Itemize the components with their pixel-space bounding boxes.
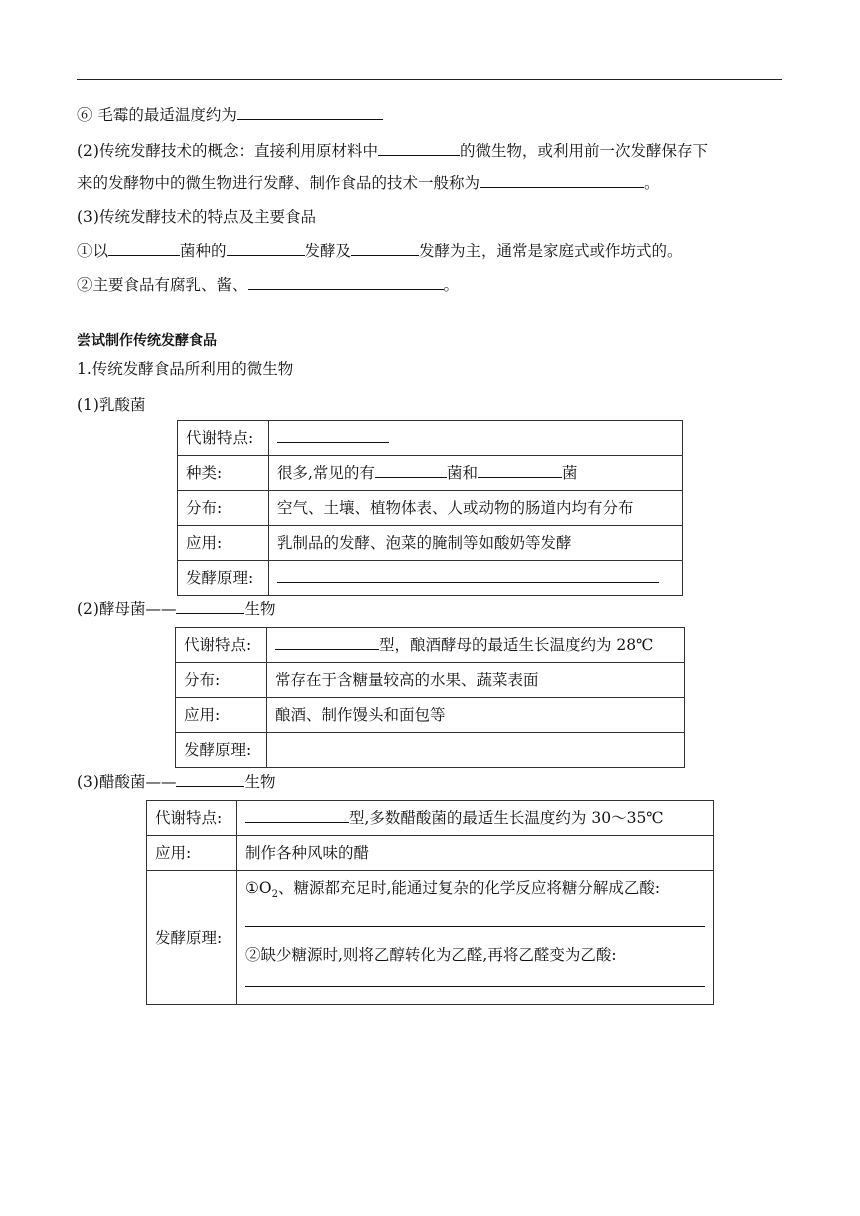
blank-field[interactable] [378,140,460,156]
concept-text-c: 来的发酵物中的微生物进行发酵、制作食品的技术一般称为 [77,174,481,192]
blank-field[interactable] [245,906,705,927]
principle-2: ②缺少糖源时,则将乙醇转化为乙醛,再将乙醛变为乙酸: [245,946,617,965]
row-label: 发酵原理: [176,733,267,768]
row-label: 种类: [178,456,269,491]
blank-field[interactable] [375,462,447,478]
concept-text-b: 的微生物，或利用前一次发酵保存下 [459,142,708,160]
table-row [176,698,685,733]
text: 菌 [561,464,578,482]
blank-field[interactable] [351,240,419,256]
blank-field[interactable] [480,172,644,188]
concept-text-a: (2)传统发酵技术的概念：直接利用原材料中 [77,142,378,160]
lactic-title-text: (1)乳酸菌 [77,396,146,414]
blank-field[interactable] [237,104,383,120]
table-row [178,561,683,596]
row-label: 应用: [147,836,237,871]
blank-field[interactable] [248,274,444,290]
table-row [147,801,714,836]
table-row [178,526,683,561]
text: 生物 [244,600,276,618]
text: 菌种的 [180,242,227,260]
row-label: 代谢特点: [147,801,237,836]
row-value: 常存在于含糖量较高的水果、蔬菜表面 [267,663,685,698]
item-6 [77,104,383,126]
blank-field[interactable] [108,240,180,256]
table-row [147,836,714,871]
text: 发酵为主，通常是家庭式或作坊式的。 [419,242,683,260]
text: 发酵及 [304,242,352,260]
blank-field[interactable] [176,771,244,787]
acetic-title [77,771,275,793]
row-value: 酿酒、制作馒头和面包等 [267,698,685,733]
row-label: 分布: [176,663,267,698]
item-6-text: ⑥ 毛霉的最适温度约为 [77,106,237,124]
header-rule [77,79,782,80]
row-value [269,561,683,596]
principle-1 [245,877,705,906]
row-label: 发酵原理: [178,561,269,596]
features-item-1 [77,240,683,262]
row-value [237,801,714,836]
row-label: 分布: [178,491,269,526]
row-value: 乳制品的发酵、泡菜的腌制等如酸奶等发酵 [269,526,683,561]
blank-line [245,966,705,998]
row-value: 空气、土壤、植物体表、人或动物的肠道内均有分布 [269,491,683,526]
features-heading [77,206,316,228]
row-value [237,871,714,1005]
table-row [147,871,714,1005]
text: ①O [245,878,272,897]
text: (3)醋酸菌—— [77,773,177,791]
text: 、糖源都充足时,能通过复杂的化学反应将糖分解成乙酸: [277,878,661,897]
table-row [176,733,685,768]
microbes-question-text: 1.传统发酵食品所利用的微生物 [77,360,294,378]
lactic-title [77,394,145,416]
blank-field[interactable] [245,966,705,987]
row-value [267,628,685,663]
table-row [178,456,683,491]
text: 型，酿酒酵母的最适生长温度约为 28℃ [379,636,654,654]
blank-field[interactable] [478,462,562,478]
row-value [267,733,685,768]
blank-field[interactable] [275,634,379,650]
table-row [176,628,685,663]
row-value: 制作各种风味的醋 [237,836,714,871]
microbes-question [77,358,293,380]
section-heading-text: 尝试制作传统发酵食品 [77,333,217,349]
text: 菌和 [446,464,478,482]
lactic-table [177,420,683,596]
row-value [269,421,683,456]
subscript: 2 [271,889,278,901]
row-label: 代谢特点: [178,421,269,456]
table-row [178,421,683,456]
concept-line-1 [77,140,708,162]
features-item-2 [77,274,459,296]
table-row [176,663,685,698]
concept-line-2 [77,172,660,194]
row-label: 应用: [178,526,269,561]
text: ②主要食品有腐乳、酱、 [77,276,248,294]
yeast-table [175,627,685,768]
blank-line [245,906,705,938]
text: 很多,常见的有 [277,464,375,482]
blank-field[interactable] [245,807,349,823]
row-label: 应用: [176,698,267,733]
blank-field[interactable] [277,567,659,583]
text: (2)酵母菌—— [77,600,177,618]
period: 。 [443,276,460,294]
section-heading [77,330,217,352]
blank-field[interactable] [176,598,244,614]
blank-field[interactable] [277,427,389,443]
row-value [269,456,683,491]
row-label: 发酵原理: [147,871,237,1005]
acetic-table [146,800,714,1005]
text: ①以 [77,242,109,260]
text: 生物 [244,773,276,791]
blank-field[interactable] [227,240,305,256]
features-heading-text: (3)传统发酵技术的特点及主要食品 [77,208,316,226]
table-row [178,491,683,526]
row-label: 代谢特点: [176,628,267,663]
text: 型,多数醋酸菌的最适生长温度约为 30～35℃ [349,809,664,827]
period: 。 [644,174,660,192]
yeast-title [77,598,275,620]
